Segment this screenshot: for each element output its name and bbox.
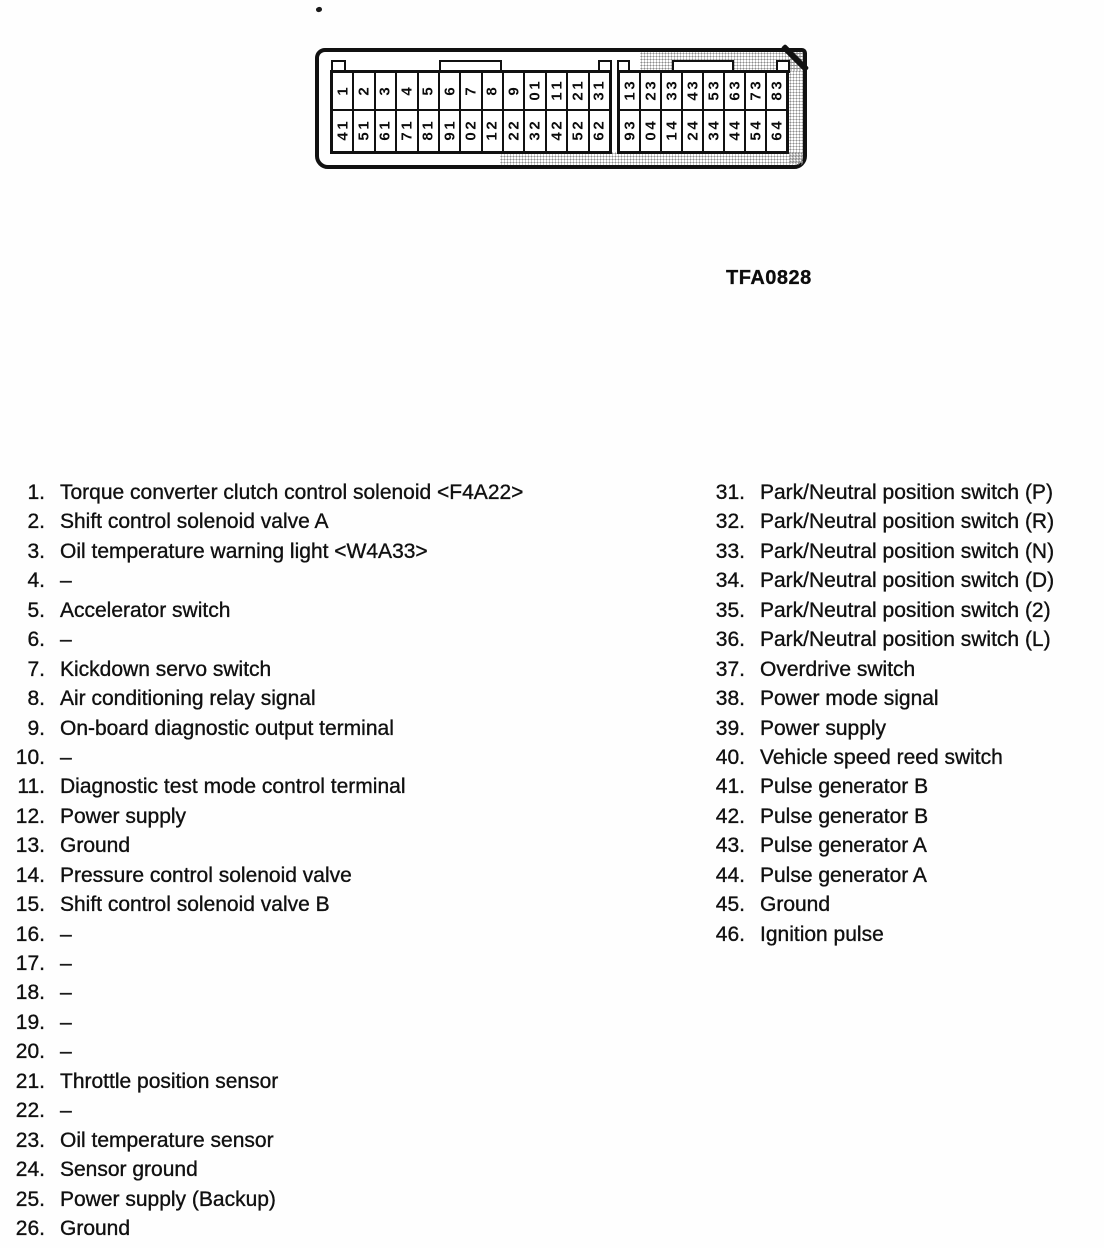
pin-cell-digit: 4 bbox=[726, 121, 743, 130]
pin-cell-digit: 6 bbox=[376, 132, 394, 141]
pin-list-item bbox=[700, 743, 1054, 772]
pin-cell-digit: 7 bbox=[398, 132, 416, 141]
pin-number: 39. bbox=[715, 716, 745, 740]
pin-list-item bbox=[0, 1155, 523, 1184]
pin-number: 2. bbox=[27, 510, 45, 534]
pin-cell-digit: 9 bbox=[441, 132, 459, 141]
pin-list-item bbox=[0, 802, 523, 831]
pin-label: Pulse generator A bbox=[760, 863, 927, 887]
pin-list-item bbox=[0, 1126, 523, 1155]
pin-list-item bbox=[0, 1067, 523, 1096]
pin-cell-digit: 5 bbox=[355, 132, 373, 141]
pin-cell-digit: 2 bbox=[505, 132, 523, 141]
pin-number: 18. bbox=[15, 981, 45, 1005]
pin-label: – bbox=[60, 569, 72, 593]
pin-number: 13. bbox=[15, 834, 45, 858]
pin-cell-31 bbox=[620, 73, 639, 109]
pin-cell-35 bbox=[704, 73, 723, 109]
pin-list-item bbox=[0, 861, 523, 890]
pin-cell-40 bbox=[641, 111, 660, 151]
pin-cell-digit: 4 bbox=[768, 121, 785, 130]
pin-number: 45. bbox=[715, 893, 745, 917]
pin-cell-12 bbox=[568, 73, 587, 109]
pin-number: 36. bbox=[715, 628, 745, 652]
pin-cell-digit: 4 bbox=[663, 121, 680, 130]
pin-number: 9. bbox=[27, 716, 45, 740]
pin-cell-22 bbox=[504, 111, 523, 151]
figure-code: TFA0828 bbox=[726, 267, 812, 289]
pin-cell-digit: 6 bbox=[768, 132, 785, 141]
pin-number: 33. bbox=[715, 539, 745, 563]
pin-cell-digit: 1 bbox=[419, 121, 437, 130]
pin-cell-digit: 4 bbox=[705, 121, 722, 130]
pin-cell-digit: 5 bbox=[747, 132, 764, 141]
pin-cell-4 bbox=[397, 73, 416, 109]
pin-list-item bbox=[0, 625, 523, 654]
pin-cell-33 bbox=[662, 73, 681, 109]
pin-list-item bbox=[700, 566, 1054, 595]
pin-label: On-board diagnostic output terminal bbox=[60, 716, 394, 740]
pin-label: Park/Neutral position switch (L) bbox=[760, 628, 1051, 652]
pin-cell-digit: 3 bbox=[684, 81, 701, 90]
pin-list-item bbox=[0, 684, 523, 713]
pin-cell-digit: 3 bbox=[376, 86, 394, 96]
pin-cell-digit: 1 bbox=[590, 81, 608, 90]
pin-cell-digit: 4 bbox=[548, 132, 566, 141]
pin-label: Shift control solenoid valve A bbox=[60, 510, 329, 534]
pin-cell-digit: 6 bbox=[590, 132, 608, 141]
pin-list-item bbox=[0, 1096, 523, 1125]
pin-cell-19 bbox=[440, 111, 459, 151]
pin-number: 16. bbox=[15, 922, 45, 946]
pin-cell-18 bbox=[419, 111, 438, 151]
pin-cell-digit: 8 bbox=[483, 86, 501, 96]
pin-list-item bbox=[0, 831, 523, 860]
pin-label: – bbox=[60, 628, 72, 652]
pin-cell-43 bbox=[704, 111, 723, 151]
pin-cell-6 bbox=[440, 73, 459, 109]
pin-label: Torque converter clutch control solenoid <F4A22> bbox=[60, 481, 524, 504]
pin-list-item bbox=[0, 714, 523, 743]
pin-cell-digit: 3 bbox=[705, 81, 722, 90]
pin-cell-digit: 3 bbox=[590, 92, 608, 101]
pin-cell-44 bbox=[725, 111, 744, 151]
pin-number: 17. bbox=[15, 952, 45, 975]
pin-number: 12. bbox=[15, 804, 45, 828]
pin-label: – bbox=[60, 952, 72, 975]
pin-cell-16 bbox=[376, 111, 395, 151]
pin-number: 21. bbox=[15, 1069, 45, 1093]
pin-cell-32 bbox=[641, 73, 660, 109]
pin-label: Ground bbox=[60, 1216, 131, 1240]
pin-cell-13 bbox=[590, 73, 609, 109]
pin-cell-11 bbox=[547, 73, 566, 109]
pin-cell-digit: 1 bbox=[483, 132, 501, 141]
pin-label: Power supply (Backup) bbox=[60, 1187, 276, 1211]
pin-number: 22. bbox=[15, 1099, 45, 1123]
pin-number: 43. bbox=[715, 834, 745, 858]
pin-label: Oil temperature warning light <W4A33> bbox=[60, 539, 428, 563]
pin-cell-5 bbox=[419, 73, 438, 109]
pin-cell-25 bbox=[568, 111, 587, 151]
pin-number: 46. bbox=[715, 922, 745, 946]
pin-label: Shift control solenoid valve B bbox=[60, 893, 330, 917]
pin-cell-38 bbox=[767, 73, 786, 109]
pin-list-item bbox=[0, 920, 523, 949]
pin-number: 23. bbox=[15, 1128, 45, 1152]
pin-number: 38. bbox=[715, 687, 745, 711]
pin-list-item bbox=[700, 861, 1054, 890]
pin-cell-45 bbox=[746, 111, 765, 151]
pin-label: – bbox=[60, 981, 72, 1005]
pin-list-item bbox=[700, 625, 1054, 654]
pin-label: Power supply bbox=[760, 716, 887, 740]
pin-function-list-left bbox=[0, 478, 523, 1243]
pin-number: 42. bbox=[715, 804, 745, 828]
pin-list-item bbox=[0, 655, 523, 684]
pin-number: 10. bbox=[15, 745, 45, 769]
pin-cell-digit: 0 bbox=[642, 132, 659, 141]
pin-cell-digit: 2 bbox=[590, 121, 608, 130]
pin-list-item bbox=[700, 772, 1054, 801]
pin-cell-37 bbox=[746, 73, 765, 109]
pin-cell-digit: 2 bbox=[483, 121, 501, 130]
pin-label: – bbox=[60, 745, 72, 769]
pin-number: 25. bbox=[15, 1187, 45, 1211]
pin-list-item bbox=[0, 1214, 523, 1243]
pin-cell-digit: 3 bbox=[768, 81, 785, 90]
pin-cell-digit: 2 bbox=[548, 121, 566, 130]
pin-cell-digit: 4 bbox=[684, 121, 701, 130]
pin-label: Ignition pulse bbox=[760, 922, 884, 946]
pin-cell-digit: 8 bbox=[419, 132, 437, 141]
pin-cell-digit: 2 bbox=[569, 121, 587, 130]
pin-cell-digit: 1 bbox=[398, 121, 416, 130]
scan-artifact-dot bbox=[315, 6, 322, 13]
pin-cell-digit: 3 bbox=[663, 92, 680, 101]
pin-list-item bbox=[700, 890, 1054, 919]
pin-cell-24 bbox=[547, 111, 566, 151]
pin-list-item bbox=[0, 1037, 523, 1066]
pin-number: 1. bbox=[27, 481, 45, 504]
pin-cell-digit: 3 bbox=[705, 132, 722, 141]
pin-cell-digit: 1 bbox=[355, 121, 373, 130]
pin-number: 20. bbox=[15, 1040, 45, 1064]
pin-number: 26. bbox=[15, 1216, 45, 1240]
pin-label: Oil temperature sensor bbox=[60, 1128, 274, 1152]
pin-cell-digit: 6 bbox=[441, 86, 459, 96]
pin-label: Ground bbox=[60, 834, 131, 858]
pin-cell-23 bbox=[525, 111, 544, 151]
pin-cell-digit: 1 bbox=[548, 92, 566, 101]
pin-cell-8 bbox=[483, 73, 502, 109]
pin-cell-digit: 2 bbox=[355, 86, 373, 96]
pin-list-item bbox=[0, 1185, 523, 1214]
pin-label: – bbox=[60, 1010, 72, 1034]
pin-number: 32. bbox=[715, 510, 745, 534]
pin-label: Accelerator switch bbox=[60, 598, 231, 622]
pin-cell-digit: 3 bbox=[621, 121, 638, 130]
pin-function-list-right bbox=[700, 478, 1054, 949]
pin-cell-17 bbox=[397, 111, 416, 151]
pin-cell-34 bbox=[683, 73, 702, 109]
pin-cell-36 bbox=[725, 73, 744, 109]
pin-list-item bbox=[700, 684, 1054, 713]
pin-cell-21 bbox=[483, 111, 502, 151]
pin-list-item bbox=[0, 978, 523, 1007]
pin-label: Air conditioning relay signal bbox=[60, 687, 316, 711]
pin-number: 34. bbox=[715, 569, 745, 593]
pin-list-item bbox=[700, 831, 1054, 860]
pin-number: 19. bbox=[15, 1010, 45, 1034]
pin-cell-digit: 2 bbox=[569, 92, 587, 101]
pin-cell-digit: 9 bbox=[505, 86, 523, 96]
connector-pinout-diagram bbox=[315, 48, 807, 169]
pin-label: Throttle position sensor bbox=[60, 1069, 279, 1093]
pin-list-item bbox=[700, 507, 1054, 536]
pin-number: 44. bbox=[715, 863, 745, 887]
pin-list-item bbox=[700, 537, 1054, 566]
pin-cell-digit: 2 bbox=[462, 121, 480, 130]
pin-cell-digit: 1 bbox=[663, 132, 680, 141]
pin-label: Pressure control solenoid valve bbox=[60, 863, 352, 887]
pin-cell-10 bbox=[525, 73, 544, 109]
pin-cell-digit: 3 bbox=[747, 81, 764, 90]
pin-list-item bbox=[700, 920, 1054, 949]
pin-label: Power supply bbox=[60, 804, 187, 828]
pin-number: 8. bbox=[27, 687, 45, 711]
pin-list-item bbox=[0, 537, 523, 566]
pin-cell-digit: 1 bbox=[569, 81, 587, 90]
pin-number: 6. bbox=[27, 628, 45, 652]
pin-number: 41. bbox=[715, 775, 745, 799]
pin-number: 7. bbox=[27, 657, 45, 681]
pin-cell-2 bbox=[354, 73, 373, 109]
pin-cell-41 bbox=[662, 111, 681, 151]
pin-cell-digit: 2 bbox=[642, 92, 659, 101]
pin-label: Park/Neutral position switch (2) bbox=[760, 598, 1051, 622]
pin-label: – bbox=[60, 922, 72, 946]
pin-cell-9 bbox=[504, 73, 523, 109]
pin-cell-3 bbox=[376, 73, 395, 109]
pin-label: Overdrive switch bbox=[760, 657, 916, 681]
pin-cell-digit: 0 bbox=[462, 132, 480, 141]
pin-list-item bbox=[700, 596, 1054, 625]
pin-cell-digit: 4 bbox=[726, 132, 743, 141]
pin-label: Sensor ground bbox=[60, 1158, 198, 1182]
pin-cell-digit: 3 bbox=[726, 81, 743, 90]
pin-cell-42 bbox=[683, 111, 702, 151]
pin-cell-digit: 1 bbox=[526, 81, 544, 90]
pin-list-item bbox=[0, 596, 523, 625]
pin-label: Park/Neutral position switch (R) bbox=[760, 510, 1055, 534]
pin-list-item bbox=[700, 714, 1054, 743]
pin-number: 24. bbox=[15, 1158, 45, 1182]
pin-label: Vehicle speed reed switch bbox=[760, 745, 1003, 769]
pin-cell-digit: 1 bbox=[441, 121, 459, 130]
pin-cell-digit: 1 bbox=[621, 92, 638, 101]
pin-list-item bbox=[0, 566, 523, 595]
pin-cell-digit: 6 bbox=[726, 92, 743, 101]
pin-number: 31. bbox=[715, 481, 745, 504]
pin-cell-digit: 5 bbox=[569, 132, 587, 141]
pin-label: Park/Neutral position switch (P) bbox=[760, 481, 1053, 504]
pin-label: Park/Neutral position switch (N) bbox=[760, 539, 1055, 563]
pin-cell-15 bbox=[354, 111, 373, 151]
pin-cell-digit: 2 bbox=[505, 121, 523, 130]
pin-list-item bbox=[0, 743, 523, 772]
pin-number: 3. bbox=[27, 539, 45, 563]
pin-cell-digit: 2 bbox=[684, 132, 701, 141]
pin-list-item bbox=[0, 772, 523, 801]
pin-cell-46 bbox=[767, 111, 786, 151]
pin-grid-right-block bbox=[617, 70, 789, 154]
pin-cell-digit: 4 bbox=[747, 121, 764, 130]
pin-number: 4. bbox=[27, 569, 45, 593]
pin-cell-digit: 7 bbox=[747, 92, 764, 101]
pin-cell-digit: 5 bbox=[419, 86, 437, 96]
pin-cell-digit: 4 bbox=[642, 121, 659, 130]
pin-cell-7 bbox=[461, 73, 480, 109]
pin-label: Kickdown servo switch bbox=[60, 657, 272, 681]
pin-list-item bbox=[700, 802, 1054, 831]
pin-grid-left-block bbox=[330, 70, 612, 154]
pin-cell-digit: 4 bbox=[398, 86, 416, 96]
pin-list-item bbox=[700, 478, 1054, 507]
pin-list-item bbox=[0, 1008, 523, 1037]
pin-label: – bbox=[60, 1040, 72, 1064]
pin-label: – bbox=[60, 1099, 72, 1123]
pin-cell-digit: 0 bbox=[526, 92, 544, 101]
pin-cell-digit: 4 bbox=[684, 92, 701, 101]
pin-cell-digit: 3 bbox=[663, 81, 680, 90]
pin-cell-digit: 3 bbox=[642, 81, 659, 90]
pin-cell-digit: 1 bbox=[548, 81, 566, 90]
pin-cell-digit: 5 bbox=[705, 92, 722, 101]
pin-label: Pulse generator B bbox=[760, 775, 929, 799]
pin-number: 15. bbox=[15, 893, 45, 917]
pin-list-item bbox=[0, 890, 523, 919]
pin-cell-digit: 1 bbox=[334, 121, 352, 130]
pin-label: Park/Neutral position switch (D) bbox=[760, 569, 1055, 593]
pin-number: 35. bbox=[715, 598, 745, 622]
pin-list-item bbox=[0, 949, 523, 978]
pin-number: 37. bbox=[715, 657, 745, 681]
pin-number: 40. bbox=[715, 745, 745, 769]
pin-list-item bbox=[0, 507, 523, 536]
pin-cell-26 bbox=[590, 111, 609, 151]
pin-label: Pulse generator B bbox=[760, 804, 929, 828]
pin-cell-digit: 4 bbox=[334, 132, 352, 141]
pin-label: Ground bbox=[760, 893, 831, 917]
pin-label: Pulse generator A bbox=[760, 834, 927, 858]
pin-number: 5. bbox=[27, 598, 45, 622]
pin-cell-14 bbox=[333, 111, 352, 151]
pin-cell-digit: 2 bbox=[526, 121, 544, 130]
pin-cell-digit: 3 bbox=[526, 132, 544, 141]
pin-label: Power mode signal bbox=[760, 687, 939, 711]
pin-list-item bbox=[0, 478, 523, 507]
pin-cell-digit: 7 bbox=[462, 86, 480, 96]
pin-cell-20 bbox=[461, 111, 480, 151]
pin-cell-digit: 1 bbox=[376, 121, 394, 130]
pin-cell-digit: 8 bbox=[768, 92, 785, 101]
pin-cell-digit: 3 bbox=[621, 81, 638, 90]
pin-number: 11. bbox=[17, 775, 45, 799]
pin-cell-39 bbox=[620, 111, 639, 151]
pin-cell-digit: 1 bbox=[334, 86, 352, 96]
pin-number: 14. bbox=[15, 863, 45, 887]
pin-cell-digit: 9 bbox=[621, 132, 638, 141]
pin-label: Diagnostic test mode control terminal bbox=[60, 775, 406, 799]
pin-cell-1 bbox=[333, 73, 352, 109]
pin-list-item bbox=[700, 655, 1054, 684]
